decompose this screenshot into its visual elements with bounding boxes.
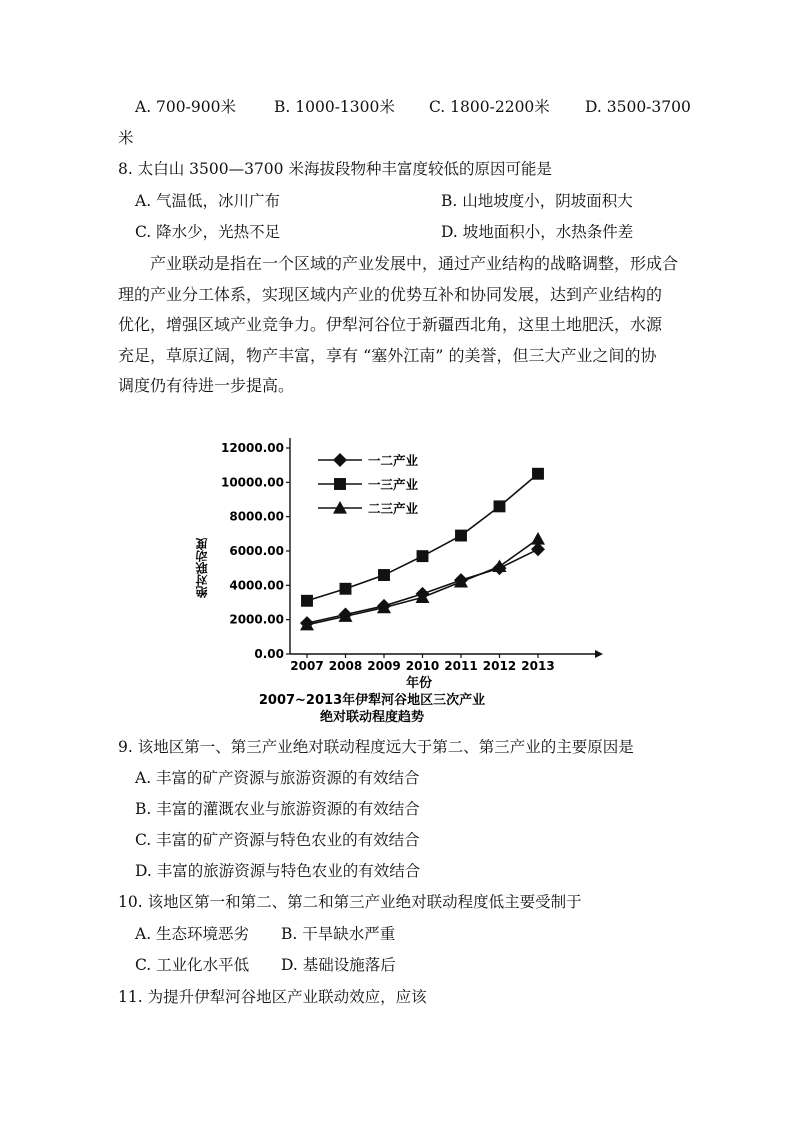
q7-option-a: A. 700-900米 — [135, 98, 236, 116]
x-tick-label: 2009 — [367, 659, 401, 673]
passage-line: 充足，草原辽阔，物产丰富，享有 “塞外江南” 的美誉，但三大产业之间的协 — [118, 345, 657, 365]
x-axis-label: 年份 — [405, 676, 433, 691]
q9-option-d: D. 丰富的旅游资源与特色农业的有效结合 — [135, 862, 421, 880]
q8-option-b: B. 山地坡度小，阴坡面积大 — [441, 192, 633, 210]
data-point-square — [494, 500, 506, 512]
y-tick-label: 0.00 — [254, 647, 284, 661]
x-axis-arrow — [595, 650, 603, 658]
passage-line: 优化，增强区域产业竞争力。伊犁河谷位于新疆西北角，这里土地肥沃，水源 — [118, 315, 663, 334]
q10-stem: 10. 该地区第一和第二、第二和第三产业绝对联动程度低主要受制于 — [118, 893, 582, 911]
y-axis-label: 绝对联动度 — [195, 538, 209, 598]
y-axis — [221, 438, 290, 661]
y-tick-label: 10000.00 — [220, 475, 284, 490]
x-tick-label: 2011 — [444, 659, 478, 673]
x-tick-label: 2010 — [405, 659, 440, 673]
passage-line: 产业联动是指在一个区域的产业发展中，通过产业结构的战略调整，形成合 — [150, 254, 679, 273]
passage-line: 理的产业分工体系，实现区域内产业的优势互补和协同发展，达到产业结构的 — [118, 284, 663, 304]
data-point-square — [532, 468, 544, 480]
q10-option-a: A. 生态环境恶劣 — [135, 925, 250, 943]
legend — [318, 453, 419, 516]
data-point-square — [301, 595, 313, 607]
legend-label: 一三产业 — [368, 477, 419, 492]
series-line — [307, 474, 538, 601]
y-tick-label: 2000.00 — [229, 612, 284, 627]
q10-option-d: D. 基础设施落后 — [281, 956, 396, 974]
q7-option-d: D. 3500-3700 — [585, 98, 691, 116]
q10-option-c: C. 工业化水平低 — [135, 956, 250, 974]
line-chart — [190, 408, 620, 728]
data-point-square — [417, 550, 429, 562]
y-tick-label: 6000.00 — [229, 544, 284, 558]
q9-option-a: A. 丰富的矿产资源与旅游资源的有效结合 — [135, 769, 420, 787]
x-tick-label: 2013 — [521, 659, 555, 673]
series-layer — [300, 468, 545, 631]
y-tick-label: 4000.00 — [229, 578, 284, 593]
data-point-square — [378, 569, 390, 581]
q9-option-c: C. 丰富的矿产资源与特色农业的有效结合 — [135, 831, 420, 849]
q8-option-a: A. 气温低，冰川广布 — [135, 192, 281, 210]
q10-option-b: B. 干旱缺水严重 — [281, 925, 396, 943]
q8-stem: 8. 太白山 3500—3700 米海拔段物种丰富度较低的原因可能是 — [118, 160, 552, 178]
y-tick-label: 12000.00 — [220, 441, 284, 455]
q7-option-c: C. 1800-2200米 — [429, 98, 550, 116]
passage-line: 调度仍有待进一步提高。 — [118, 376, 295, 395]
legend-marker-square — [334, 478, 346, 490]
data-point-square — [455, 530, 467, 542]
data-point-square — [340, 583, 352, 595]
chart-subtitle: 绝对联动程度趋势 — [319, 710, 425, 725]
q7-option-d-wrap: 米 — [118, 129, 134, 147]
x-tick-label: 2012 — [482, 659, 517, 673]
q9-option-b: B. 丰富的灌溉农业与旅游资源的有效结合 — [135, 800, 420, 818]
y-tick-label: 8000.00 — [229, 509, 284, 524]
q8-option-d: D. 坡地面积小，水热条件差 — [441, 223, 634, 241]
q9-stem: 9. 该地区第一、第三产业绝对联动程度远大于第二、第三产业的主要原因是 — [118, 738, 634, 756]
passage — [118, 249, 678, 402]
q11-stem: 11. 为提升伊犁河谷地区产业联动效应，应该 — [118, 988, 427, 1006]
legend-label: 二三产业 — [368, 501, 419, 516]
q7-option-b: B. 1000-1300米 — [274, 98, 395, 116]
x-tick-label: 2008 — [328, 659, 363, 673]
legend-label: 一二产业 — [368, 453, 419, 468]
data-point-triangle — [531, 532, 545, 545]
x-tick-label: 2007 — [290, 659, 324, 673]
x-axis — [290, 650, 603, 673]
legend-marker-diamond — [333, 453, 347, 467]
q8-option-c: C. 降水少，光热不足 — [135, 223, 281, 241]
chart-title: 2007~2013年伊犁河谷地区三次产业 — [258, 693, 486, 708]
